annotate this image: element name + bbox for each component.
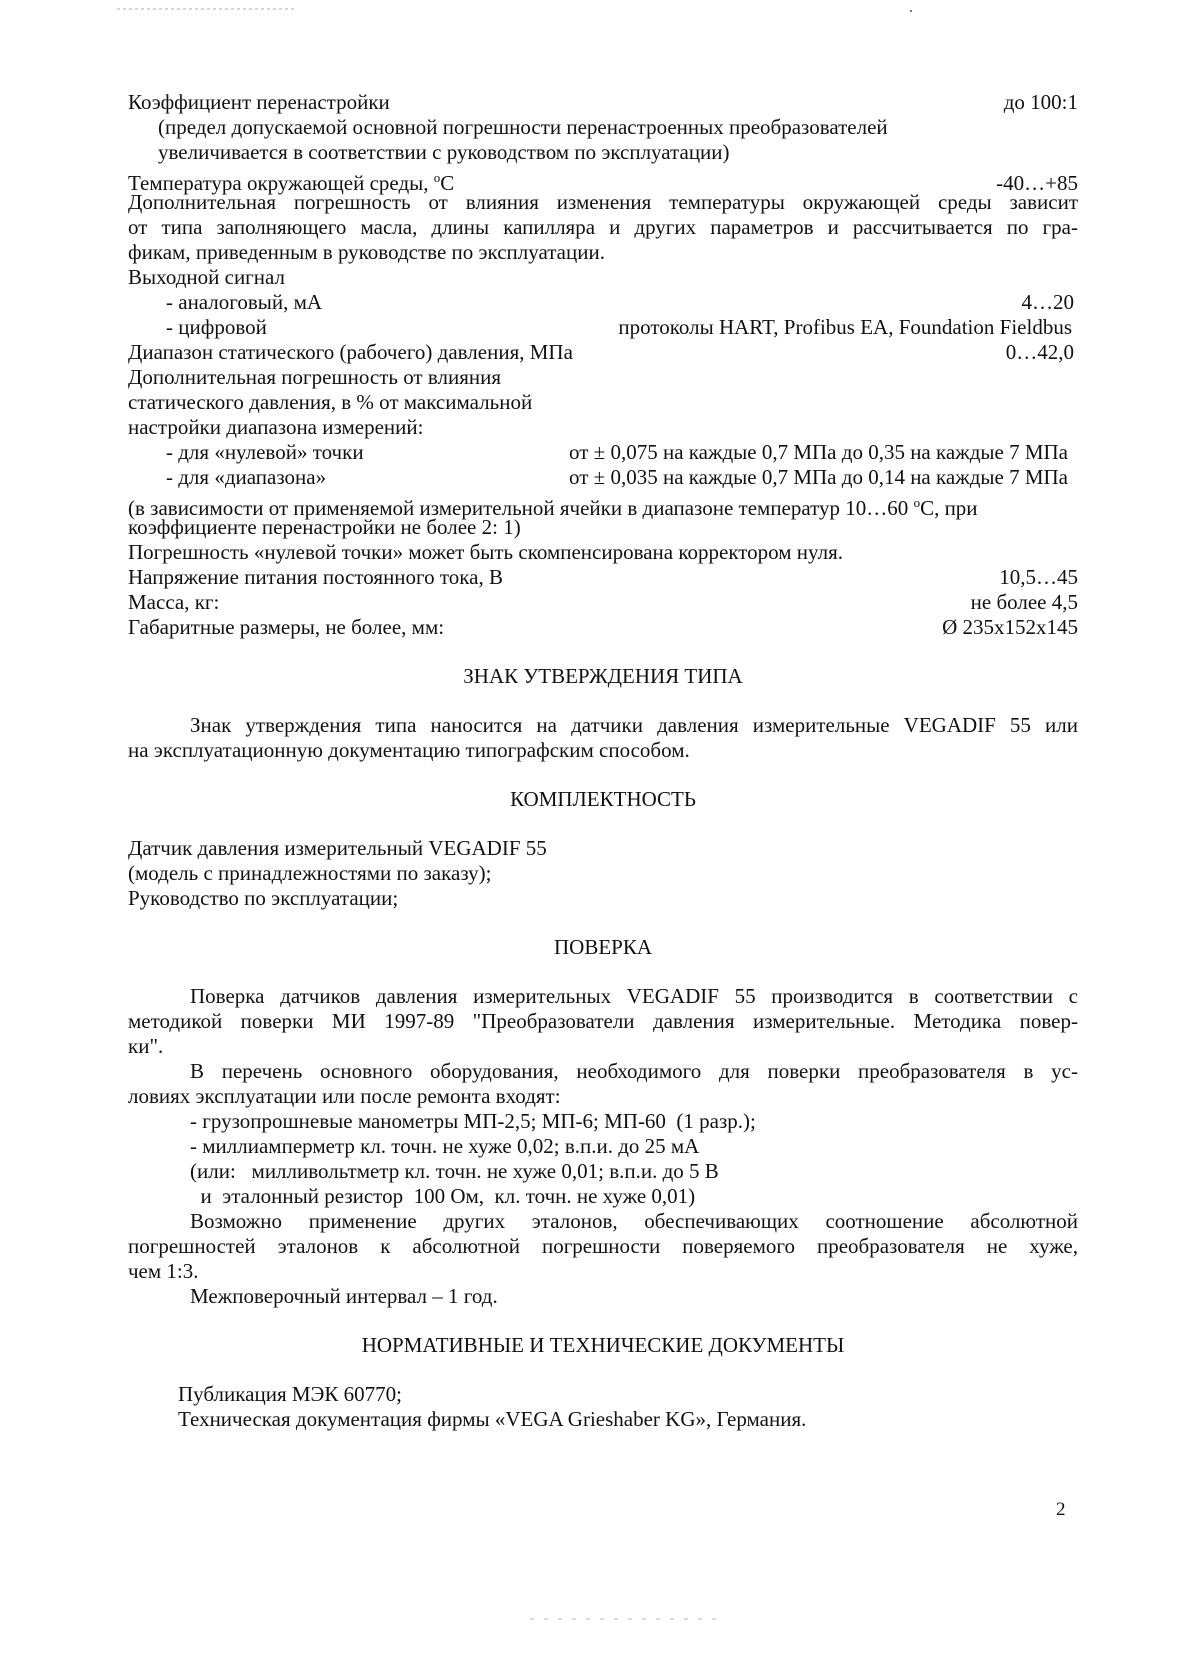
paragraph-line: Знак утверждения типа наносится на датчики давления измерительные VEGADIF 55 или xyxy=(190,713,1078,737)
spec-value: до 100:1 xyxy=(1003,90,1078,114)
spec-analog-output xyxy=(128,290,1078,315)
spec-dimensions xyxy=(128,615,1078,640)
list-item: (модель с принадлежностями по заказу); xyxy=(128,861,492,885)
spec-rangeability xyxy=(128,90,1078,115)
spec-value: от ± 0,035 на каждые 0,7 МПа до 0,14 на каждые 7 МПа xyxy=(569,465,1068,489)
paragraph-line: погрешностей эталонов к абсолютной погрешности поверяемого преобразователя не хуже, xyxy=(128,1234,1078,1258)
paragraph-line: Возможно применение других эталонов, обеспечивающих соотношение абсолютной xyxy=(190,1209,1078,1233)
equipment-item: - грузопрошневые манометры МП-2,5; МП-6; МП-60 (1 разр.); xyxy=(190,1109,756,1133)
verification-interval: Межповерочный интервал – 1 год. xyxy=(190,1284,498,1308)
text: C, при xyxy=(920,496,978,520)
paragraph-line: Поверка датчиков давления измерительных VEGADIF 55 производится в соответствии с xyxy=(190,984,1078,1008)
spec-digital-output xyxy=(128,315,1078,340)
paragraph-line: Дополнительная погрешность от влияния xyxy=(128,365,501,389)
page-number: 2 xyxy=(1056,1499,1066,1520)
spec-label: Напряжение питания постоянного тока, В xyxy=(128,565,503,589)
spec-value: -40…+85 xyxy=(996,171,1078,195)
spec-label: - аналоговый, мА xyxy=(166,290,323,314)
text: (в зависимости от применяемой измерительной ячейки в диапазоне температур 10…60 xyxy=(128,496,914,520)
scan-artifact xyxy=(117,8,297,10)
spec-label: Диапазон статического (рабочего) давления, МПа xyxy=(128,340,573,364)
scan-artifact xyxy=(910,10,912,12)
paragraph-line: от типа заполняющего масла, длины капилляра и других параметров и рассчитывается по гра- xyxy=(128,215,1078,239)
paragraph-line: методикой поверки МИ 1997-89 "Преобразователи давления измерительные. Методика повер- xyxy=(128,1009,1078,1033)
list-item: Датчик давления измерительный VEGADIF 55 xyxy=(128,836,547,860)
unit: C xyxy=(440,171,455,195)
paragraph-line: коэффициенте перенастройки не более 2: 1) xyxy=(128,515,521,539)
spec-static-pressure xyxy=(128,340,1078,365)
spec-zero-point xyxy=(128,440,1078,465)
degree-sign: o xyxy=(433,170,441,185)
equipment-item: (или: милливольтметр кл. точн. не хуже 0,01; в.п.и. до 5 В xyxy=(190,1159,719,1183)
list-item: Публикация МЭК 60770; xyxy=(178,1382,402,1406)
scan-artifact xyxy=(530,1618,720,1620)
spec-mass xyxy=(128,590,1078,615)
spec-label: - для «диапазона» xyxy=(166,465,327,489)
spec-label: - цифровой xyxy=(166,315,267,339)
paragraph-line: настройки диапазона измерений: xyxy=(128,415,424,439)
paragraph-line: статического давления, в % от максимальной xyxy=(128,390,533,414)
equipment-item: и эталонный резистор 100 Ом, кл. точн. не хуже 0,01) xyxy=(190,1184,696,1208)
paragraph-line: Дополнительная погрешность от влияния изменения температуры окружающей среды зависит xyxy=(128,190,1078,214)
paragraph-line: В перечень основного оборудования, необходимого для поверки преобразователя в ус- xyxy=(190,1059,1078,1083)
paragraph-line: на эксплуатационную документацию типографским способом. xyxy=(128,738,690,762)
spec-label: Габаритные размеры, не более, мм: xyxy=(128,615,445,639)
paragraph-line: ловиях эксплуатации или после ремонта входят: xyxy=(128,1084,561,1108)
paragraph-line xyxy=(128,490,1078,520)
list-item: Техническая документация фирмы «VEGA Grieshaber KG», Германия. xyxy=(178,1407,807,1431)
section-title-normative-docs: НОРМАТИВНЫЕ И ТЕХНИЧЕСКИЕ ДОКУМЕНТЫ xyxy=(361,1333,845,1357)
paragraph-line: Погрешность «нулевой точки» может быть скомпенсирована корректором нуля. xyxy=(128,540,843,564)
spec-value: 10,5…45 xyxy=(999,565,1078,589)
spec-note: увеличивается в соответствии с руководством по эксплуатации) xyxy=(158,140,730,164)
paragraph-line: фикам, приведенным в руководстве по эксплуатации. xyxy=(128,240,605,264)
spec-value: 4…20 xyxy=(1021,290,1074,314)
spec-value: Ø 235x152x145 xyxy=(942,615,1078,639)
spec-label: Выходной сигнал xyxy=(128,265,286,289)
list-item: Руководство по эксплуатации; xyxy=(128,886,399,910)
spec-value: 0…42,0 xyxy=(1005,340,1074,364)
spec-label: Коэффициент перенастройки xyxy=(128,90,390,114)
equipment-item: - миллиамперметр кл. точн. не хуже 0,02; в.п.и. до 25 мА xyxy=(190,1134,700,1158)
spec-label: - для «нулевой» точки xyxy=(166,440,364,464)
spec-span xyxy=(128,465,1078,490)
paragraph-line: чем 1:3. xyxy=(128,1259,199,1283)
spec-note: (предел допускаемой основной погрешности перенастроенных преобразователей xyxy=(158,115,888,139)
spec-value: протоколы HART, Profibus EA, Foundation Fieldbus xyxy=(618,315,1072,339)
spec-value: от ± 0,075 на каждые 0,7 МПа до 0,35 на каждые 7 МПа xyxy=(569,440,1068,464)
section-title-completeness: КОМПЛЕКТНОСТЬ xyxy=(510,787,696,811)
spec-value: не более 4,5 xyxy=(970,590,1078,614)
degree-sign: o xyxy=(913,495,921,510)
spec-label-text: Температура окружающей среды, xyxy=(128,171,434,195)
document-page xyxy=(128,90,1078,1432)
section-title-type-approval: ЗНАК УТВЕРЖДЕНИЯ ТИПА xyxy=(463,664,743,688)
section-title-verification: ПОВЕРКА xyxy=(553,935,653,959)
spec-label: Масса, кг: xyxy=(128,590,220,614)
spec-ambient-temp xyxy=(128,165,1078,195)
spec-supply-voltage xyxy=(128,565,1078,590)
paragraph-line: ки". xyxy=(128,1034,164,1058)
